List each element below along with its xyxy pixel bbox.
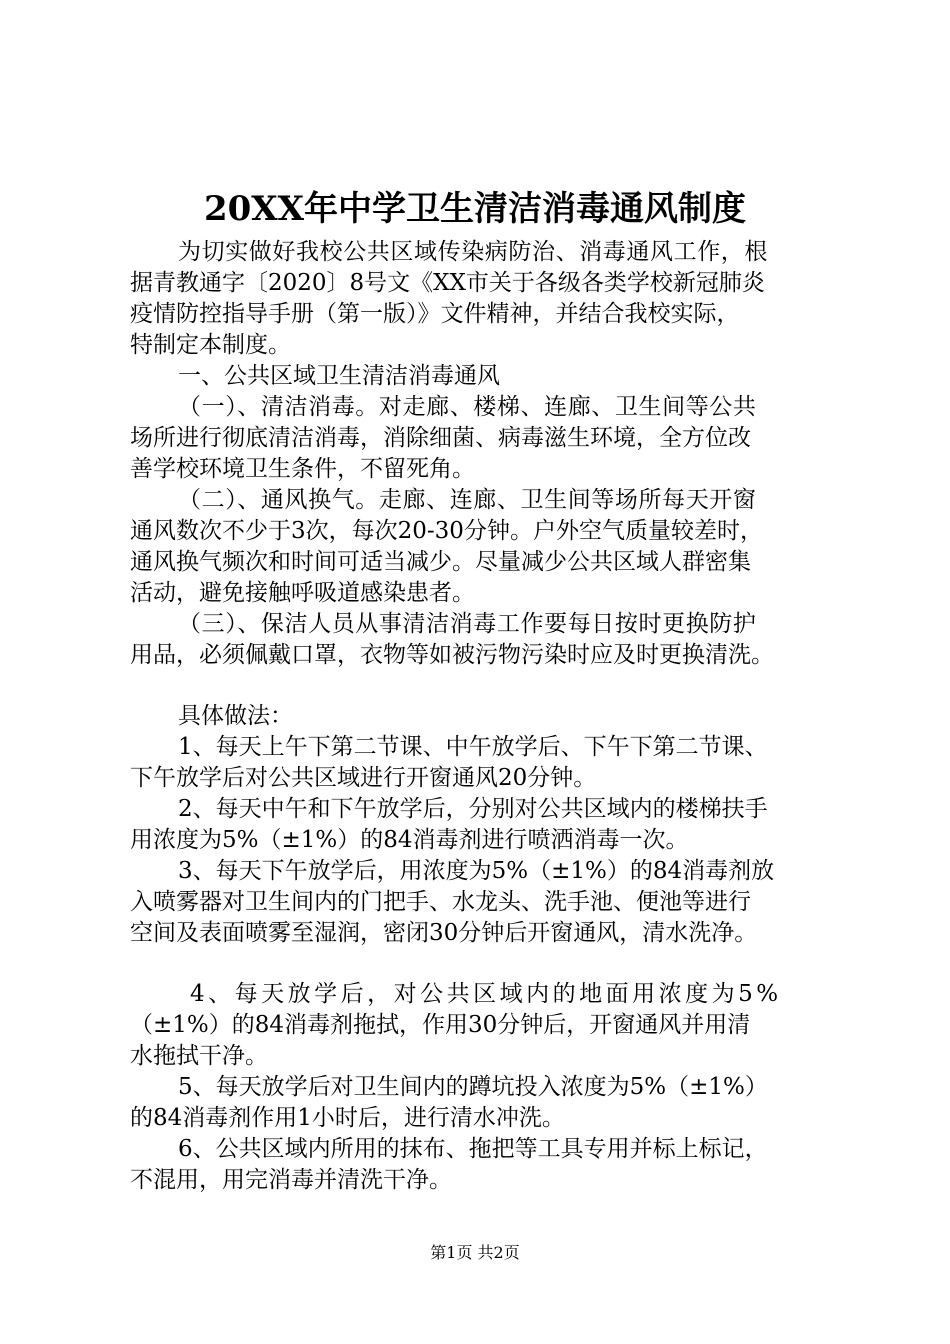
paragraph-line: 特制定本制度。 [130,332,291,358]
list-item: 水拖拭干净。 [130,1043,268,1069]
list-item: 3、每天下午放学后，用浓度为5%（±1%）的84消毒剂放 [178,858,775,884]
paragraph-line: 用品，必须佩戴口罩，衣物等如被污物污染时应及时更换清洗。 [130,642,774,668]
list-item: 下午放学后对公共区域进行开窗通风20分钟。 [130,765,597,791]
list-item: 用浓度为5%（±1%）的84消毒剂进行喷洒消毒一次。 [130,827,689,853]
paragraph-line: （三）、保洁人员从事清洁消毒工作要每日按时更换防护 [178,611,757,637]
section-heading: 具体做法： [178,703,293,729]
list-item: 6、公共区域内所用的抹布、拖把等工具专用并标上标记， [178,1136,768,1162]
paragraph-line: 疫情防控指导手册（第一版）》文件精神，并结合我校实际， [130,301,740,327]
list-item: 入喷雾器对卫生间内的门把手、水龙头、洗手池、便池等进行 [130,889,751,915]
list-item: 5、每天放学后对卫生间内的蹲坑投入浓度为5%（±1%） [178,1074,768,1100]
paragraph-line: 活动，避免接触呼吸道感染患者。 [130,580,475,606]
list-item: 空间及表面喷雾至湿润，密闭30分钟后开窗通风，清水洗净。 [130,920,758,946]
page-footer: 第1页 共2页 [430,1243,520,1262]
list-item: （±1%）的84消毒剂拖拭，作用30分钟后，开窗通风并用清 [130,1012,751,1038]
paragraph-line: （一）、清洁消毒。对走廊、楼梯、连廊、卫生间等公共 [178,394,757,420]
paragraph-line: 善学校环境卫生条件，不留死角。 [130,456,475,482]
paragraph-line: 通风换气频次和时间可适当减少。尽量减少公共区域人群密集 [130,549,751,575]
paragraph-line: 据青教通字〔2020〕8号文《XX市关于各级各类学校新冠肺炎 [130,270,765,296]
list-item: 的84消毒剂作用1小时后，进行清水冲洗。 [130,1105,565,1131]
paragraph-line: 为切实做好我校公共区域传染病防治、消毒通风工作，根 [178,239,768,265]
list-item: 2、每天中午和下午放学后，分别对公共区域内的楼梯扶手 [178,796,768,822]
list-item: 不混用，用完消毒并清洗干净。 [130,1167,452,1193]
list-item: 1、每天上午下第二节课、中午放学后、下午下第二节课、 [178,734,768,760]
paragraph-line: 通风数次不少于3次，每次20-30分钟。户外空气质量较差时， [130,518,763,544]
paragraph-line: （二）、通风换气。走廊、连廊、卫生间等场所每天开窗 [178,487,757,513]
list-item: 4、每天放学后，对公共区域内的地面用浓度为5% [190,981,782,1007]
paragraph-line: 场所进行彻底清洁消毒，消除细菌、病毒滋生环境，全方位改 [130,425,751,451]
section-heading: 一、公共区域卫生清洁消毒通风 [178,363,500,389]
document-title: 20XX年中学卫生清洁消毒通风制度 [203,189,747,229]
